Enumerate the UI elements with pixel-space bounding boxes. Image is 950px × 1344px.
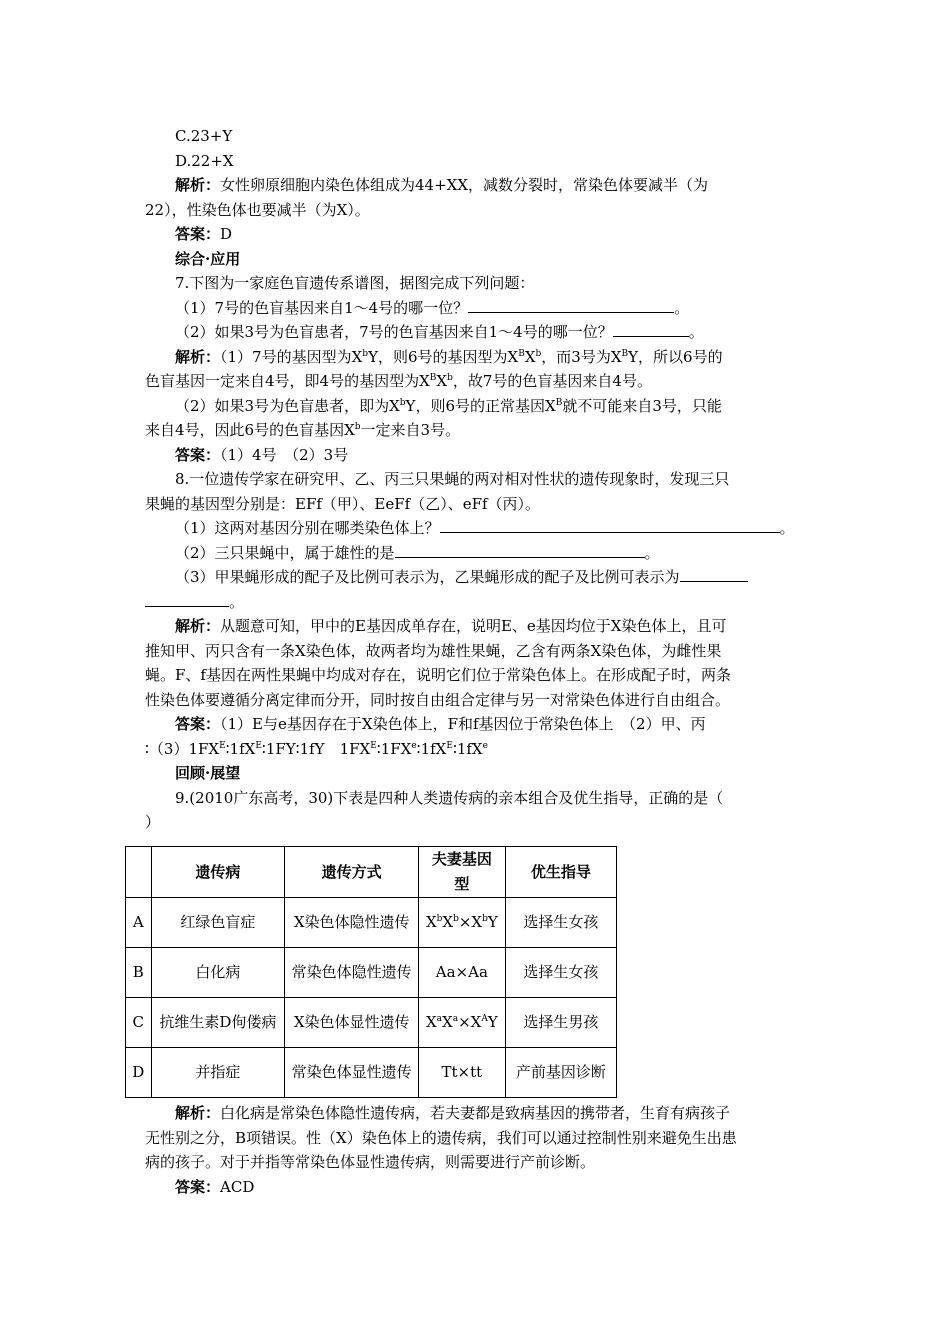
table-row <box>126 898 617 948</box>
row-id: C <box>126 998 152 1048</box>
section-heading-apply: 综合·应用 <box>175 249 241 268</box>
disease-cell: 抗维生素D佝偻病 <box>151 998 285 1048</box>
disease-cell: 白化病 <box>151 948 285 998</box>
genetic-disease-table <box>125 846 617 1098</box>
table-header: 优生指导 <box>505 847 616 898</box>
answer-blank <box>440 517 780 533</box>
q8-part2: （2）三只果蝇中，属于雄性的是 。 <box>175 543 660 562</box>
q9-title: 9.(2010广东高考，30)下表是四种人类遗传病的亲本组合及优生指导，正确的是（ <box>175 788 724 807</box>
guide-cell: 选择生女孩 <box>505 898 616 948</box>
q9-title-cont: ） <box>145 813 161 831</box>
option-c: C.23+Y <box>175 127 233 145</box>
mode-cell: 常染色体显性遗传 <box>285 1048 419 1098</box>
guide-cell: 选择生男孩 <box>505 998 616 1048</box>
q8-part3-cont: 。 <box>145 590 813 615</box>
mode-cell: X染色体隐性遗传 <box>285 898 419 948</box>
disease-cell: 并指症 <box>151 1048 285 1098</box>
q7-analysis-2: 色盲基因一定来自4号，即4号的基因型为$X^BX^b$，故7号的色盲基因来自4号。 <box>145 372 652 390</box>
q8-answer: 答案：（1）E与e基因存在于X染色体上，F和f基因位于常染色体上 （2）甲、丙 <box>175 715 706 733</box>
q9-analysis-3: 病的孩子。对于并指等常染色体显性遗传病，则需要进行产前诊断。 <box>145 1153 596 1171</box>
table-header: 夫妻基因型 <box>419 847 506 898</box>
q7-analysis-3: （2）如果3号为色盲患者，即为$X^bY$，则6号的正常基因$X^B$就不可能来自3号，只能 <box>175 396 722 415</box>
genotype-cell: $X^bX^b\times X^bY$ <box>419 898 506 948</box>
section-heading-review: 回顾·展望 <box>175 764 241 782</box>
mode-cell: 常染色体隐性遗传 <box>285 948 419 998</box>
q7-analysis-1: 解析：（1）7号的基因型为$X^bY$，则6号的基因型为$X^BX^b$，而3号为$X^BY$，所以6号的 <box>175 347 723 366</box>
q7-analysis-4: 来自4号，因此6号的色盲基因$X^b$一定来自3号。 <box>145 421 461 439</box>
q9-analysis-2: 无性别之分，B项错误。性（X）染色体上的遗传病，我们可以通过控制性别来避免生出患 <box>145 1128 737 1147</box>
table-row <box>126 1048 617 1098</box>
table-row <box>126 998 617 1048</box>
q8-analysis-1: 解析：从题意可知，甲中的E基因成单存在，说明E、e基因均位于X染色体上，且可 <box>175 617 727 635</box>
q8-analysis-2: 推知甲、丙只含有一条X染色体，故两者均为雄性果蝇，乙含有两条X染色体，为雌性果 <box>145 641 722 660</box>
q8-analysis-3: 蝇。F、f基因在两性果蝇中均成对存在，说明它们位于常染色体上。在形成配子时，两条 <box>145 666 731 684</box>
guide-cell: 产前基因诊断 <box>505 1048 616 1098</box>
genotype-cell: Tt×tt <box>419 1048 506 1098</box>
answer-blank <box>145 591 229 607</box>
q7-title: 7.下图为一家庭色盲遗传系谱图，据图完成下列问题： <box>175 274 535 292</box>
table-header: 遗传病 <box>151 847 285 898</box>
answer-blank <box>468 297 674 313</box>
q7-part2: （2）如果3号为色盲患者，7号的色盲基因来自1～4号的哪一位？ 。 <box>175 323 704 341</box>
q6-analysis-cont: 22），性染色体也要减半（为X）。 <box>145 200 370 219</box>
q7-answer: 答案：（1）4号 （2）3号 <box>175 445 349 464</box>
q8-title: 8.一位遗传学家在研究甲、乙、丙三只果蝇的两对相对性状的遗传现象时，发现三只 <box>175 470 730 488</box>
answer-blank <box>613 321 689 337</box>
q9-analysis-block <box>145 1101 813 1199</box>
disease-cell: 红绿色盲症 <box>151 898 285 948</box>
table-header-row <box>126 847 617 898</box>
table-header <box>126 847 152 898</box>
q8-part1: （1）这两对基因分别在哪类染色体上？ 。 <box>175 519 795 537</box>
row-id: A <box>126 898 152 948</box>
q8-answer-cont: $∶(3)1FX^E∶1fX^E∶1FY∶1fY$ $1FX^E∶1FX^e∶1fX^E∶1fX^e$ <box>145 739 488 758</box>
q8-title-cont: 果蝇的基因型分别是：EFf（甲）、EeFf（乙）、eFf（丙）。 <box>145 494 541 513</box>
table-header: 遗传方式 <box>285 847 419 898</box>
table-row <box>126 948 617 998</box>
mode-cell: X染色体显性遗传 <box>285 998 419 1048</box>
q6-analysis: 解析：女性卵原细胞内染色体组成为44+XX，减数分裂时，常染色体要减半（为 <box>175 176 709 194</box>
guide-cell: 选择生女孩 <box>505 948 616 998</box>
q8-analysis-4: 性染色体要遵循分离定律而分开，同时按自由组合定律与另一对常染色体进行自由组合。 <box>145 690 731 709</box>
q8-part3: （3）甲果蝇形成的配子及比例可表示为，乙果蝇形成的配子及比例可表示为 <box>145 565 813 590</box>
q9-analysis-1: 解析：白化病是常染色体隐性遗传病，若夫妻都是致病基因的携带者，生育有病孩子 <box>175 1104 731 1122</box>
row-id: D <box>126 1048 152 1098</box>
answer-blank <box>395 542 645 558</box>
q6-answer: 答案：D <box>175 225 233 243</box>
answer-blank <box>680 566 748 582</box>
analysis-label: 解析： <box>175 176 221 194</box>
genotype-cell: $X^aX^a\times X^AY$ <box>419 998 506 1048</box>
genotype-cell: Aa×Aa <box>419 948 506 998</box>
option-d: D.22+X <box>175 151 234 170</box>
q7-part1: （1）7号的色盲基因来自1～4号的哪一位？ 。 <box>175 298 690 317</box>
row-id: B <box>126 948 152 998</box>
q9-answer: 答案：ACD <box>175 1177 255 1196</box>
document-page <box>145 124 813 835</box>
